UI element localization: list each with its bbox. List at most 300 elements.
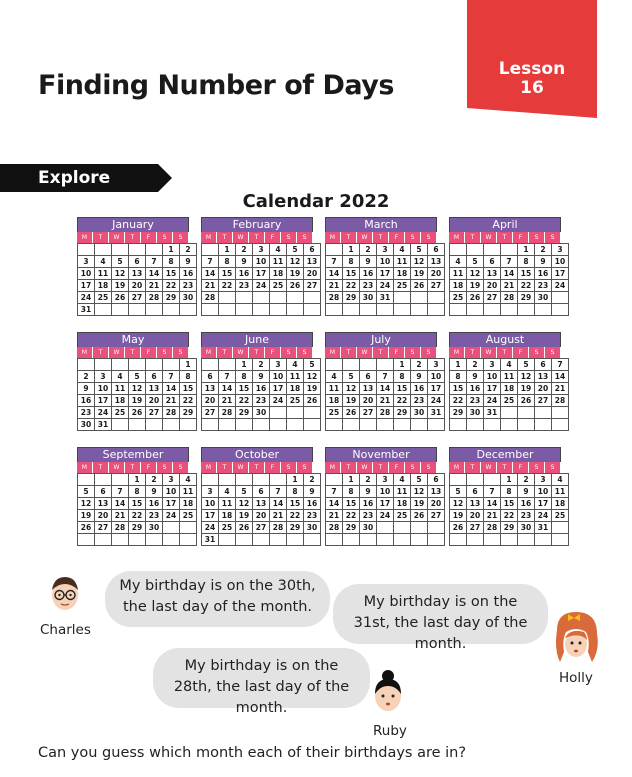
day-cell: 8	[394, 371, 411, 383]
weekday-label: S	[281, 347, 297, 358]
day-cell: 14	[377, 383, 394, 395]
day-cell: 25	[394, 280, 411, 292]
weekday-label: M	[449, 347, 465, 358]
day-cell: 15	[394, 383, 411, 395]
day-cell: 18	[450, 280, 467, 292]
day-cell: 22	[163, 280, 180, 292]
weekday-label: W	[481, 232, 497, 243]
day-table	[449, 243, 569, 316]
day-cell: 23	[180, 280, 197, 292]
day-cell: 24	[253, 280, 270, 292]
month-december	[449, 447, 566, 546]
weekday-label: S	[297, 462, 313, 473]
day-cell	[501, 244, 518, 256]
day-cell	[484, 304, 501, 316]
day-table	[201, 473, 321, 546]
day-cell: 27	[467, 522, 484, 534]
month-september	[77, 447, 194, 546]
day-cell: 25	[112, 407, 129, 419]
day-cell: 9	[146, 486, 163, 498]
weekday-label: F	[265, 462, 281, 473]
day-cell: 3	[428, 359, 445, 371]
day-cell: 9	[360, 486, 377, 498]
day-cell: 28	[377, 407, 394, 419]
day-cell: 8	[518, 256, 535, 268]
day-cell: 22	[450, 395, 467, 407]
day-cell: 23	[304, 510, 321, 522]
weekday-label: T	[341, 462, 357, 473]
day-cell: 3	[377, 244, 394, 256]
day-cell	[146, 359, 163, 371]
day-cell: 4	[394, 244, 411, 256]
day-cell: 25	[326, 407, 343, 419]
day-cell: 26	[518, 395, 535, 407]
weekday-label: S	[421, 347, 437, 358]
day-cell	[394, 522, 411, 534]
day-cell: 29	[163, 292, 180, 304]
day-cell	[129, 534, 146, 546]
day-cell	[202, 304, 219, 316]
lesson-number: 16	[520, 78, 544, 98]
day-cell: 27	[146, 407, 163, 419]
day-cell: 9	[467, 371, 484, 383]
weekday-label: W	[357, 347, 373, 358]
day-cell: 11	[394, 486, 411, 498]
day-cell	[428, 292, 445, 304]
day-cell: 28	[146, 292, 163, 304]
day-cell: 24	[202, 522, 219, 534]
day-cell	[552, 522, 569, 534]
day-cell: 23	[236, 280, 253, 292]
weekday-label: S	[529, 232, 545, 243]
day-cell	[304, 304, 321, 316]
day-cell	[253, 419, 270, 431]
weekday-label: S	[157, 347, 173, 358]
day-cell: 5	[304, 359, 321, 371]
day-cell: 23	[467, 395, 484, 407]
day-cell: 8	[163, 256, 180, 268]
day-cell: 22	[343, 280, 360, 292]
day-cell	[304, 534, 321, 546]
weekday-label: S	[529, 462, 545, 473]
day-cell: 16	[146, 498, 163, 510]
day-cell: 31	[202, 534, 219, 546]
day-cell: 15	[236, 383, 253, 395]
day-cell: 24	[95, 407, 112, 419]
day-cell	[450, 474, 467, 486]
day-cell: 3	[270, 359, 287, 371]
day-cell: 17	[78, 280, 95, 292]
day-cell: 19	[304, 383, 321, 395]
day-cell: 5	[343, 371, 360, 383]
day-cell: 11	[270, 256, 287, 268]
day-cell: 30	[360, 522, 377, 534]
day-cell	[343, 359, 360, 371]
day-cell: 21	[202, 280, 219, 292]
day-table	[77, 243, 197, 316]
day-cell: 7	[219, 371, 236, 383]
day-cell: 12	[304, 371, 321, 383]
day-cell: 11	[326, 383, 343, 395]
day-cell	[484, 534, 501, 546]
day-cell	[219, 534, 236, 546]
day-cell: 4	[326, 371, 343, 383]
day-cell: 25	[270, 280, 287, 292]
weekday-label: T	[217, 347, 233, 358]
day-cell: 4	[219, 486, 236, 498]
day-cell	[360, 359, 377, 371]
day-cell	[411, 292, 428, 304]
weekday-label: M	[201, 232, 217, 243]
day-cell: 26	[411, 280, 428, 292]
day-cell	[270, 419, 287, 431]
day-cell: 21	[484, 510, 501, 522]
day-cell	[535, 419, 552, 431]
day-cell: 6	[146, 371, 163, 383]
day-cell: 28	[484, 522, 501, 534]
day-cell: 13	[467, 498, 484, 510]
day-cell: 10	[535, 486, 552, 498]
day-cell: 17	[484, 383, 501, 395]
day-cell: 12	[112, 268, 129, 280]
day-cell: 15	[180, 383, 197, 395]
day-cell	[270, 534, 287, 546]
day-cell: 19	[411, 498, 428, 510]
day-cell	[219, 474, 236, 486]
weekday-label: M	[325, 462, 341, 473]
day-cell: 8	[501, 486, 518, 498]
day-cell: 18	[112, 395, 129, 407]
day-cell: 6	[202, 371, 219, 383]
day-cell: 1	[287, 474, 304, 486]
day-cell: 18	[270, 268, 287, 280]
weekday-label: F	[513, 347, 529, 358]
day-cell: 13	[129, 268, 146, 280]
day-cell	[467, 419, 484, 431]
day-cell	[180, 304, 197, 316]
day-cell: 15	[219, 268, 236, 280]
day-cell: 15	[518, 268, 535, 280]
day-cell: 21	[501, 280, 518, 292]
day-cell: 3	[163, 474, 180, 486]
weekday-label: M	[449, 462, 465, 473]
day-cell: 16	[253, 383, 270, 395]
day-cell: 1	[129, 474, 146, 486]
day-cell: 9	[180, 256, 197, 268]
weekday-label: S	[405, 462, 421, 473]
day-table	[201, 243, 321, 316]
weekday-label: T	[497, 232, 513, 243]
day-cell	[467, 474, 484, 486]
day-cell: 6	[428, 474, 445, 486]
day-cell: 9	[78, 383, 95, 395]
day-cell: 8	[343, 486, 360, 498]
day-cell: 16	[236, 268, 253, 280]
day-cell	[394, 534, 411, 546]
day-cell: 10	[377, 486, 394, 498]
weekday-label: T	[249, 232, 265, 243]
day-cell: 19	[343, 395, 360, 407]
weekday-label: W	[233, 232, 249, 243]
day-cell: 23	[146, 510, 163, 522]
weekday-row	[325, 232, 437, 243]
day-cell: 19	[129, 395, 146, 407]
day-cell: 9	[360, 256, 377, 268]
weekday-label: T	[465, 232, 481, 243]
day-cell: 15	[343, 498, 360, 510]
day-cell: 4	[450, 256, 467, 268]
day-cell	[518, 419, 535, 431]
weekday-label: S	[405, 232, 421, 243]
day-cell: 28	[552, 395, 569, 407]
weekday-row	[201, 232, 313, 243]
day-cell	[360, 304, 377, 316]
day-cell	[146, 534, 163, 546]
day-cell: 24	[552, 280, 569, 292]
day-cell: 22	[518, 280, 535, 292]
day-cell: 16	[518, 498, 535, 510]
day-cell	[411, 304, 428, 316]
day-cell	[377, 359, 394, 371]
day-cell: 2	[180, 244, 197, 256]
day-cell: 2	[304, 474, 321, 486]
day-cell: 20	[304, 268, 321, 280]
weekday-label: F	[265, 347, 281, 358]
day-cell: 27	[253, 522, 270, 534]
day-cell: 7	[501, 256, 518, 268]
day-cell: 30	[411, 407, 428, 419]
day-cell: 21	[270, 510, 287, 522]
day-cell: 16	[360, 268, 377, 280]
day-cell: 18	[219, 510, 236, 522]
day-cell: 13	[535, 371, 552, 383]
day-table	[449, 358, 569, 431]
day-cell: 28	[219, 407, 236, 419]
day-cell: 12	[287, 256, 304, 268]
day-cell: 13	[253, 498, 270, 510]
day-cell	[202, 474, 219, 486]
day-cell: 14	[202, 268, 219, 280]
day-cell: 24	[428, 395, 445, 407]
day-cell: 15	[129, 498, 146, 510]
day-table	[325, 358, 445, 431]
month-name: August	[449, 332, 561, 347]
day-cell: 9	[518, 486, 535, 498]
weekday-label: T	[217, 232, 233, 243]
day-cell: 10	[253, 256, 270, 268]
day-cell: 19	[287, 268, 304, 280]
day-cell	[202, 419, 219, 431]
weekday-row	[77, 462, 189, 473]
day-cell: 23	[535, 280, 552, 292]
weekday-row	[77, 232, 189, 243]
day-cell: 8	[287, 486, 304, 498]
day-cell: 12	[78, 498, 95, 510]
day-cell: 23	[411, 395, 428, 407]
day-cell: 22	[501, 510, 518, 522]
weekday-row	[325, 462, 437, 473]
day-cell: 21	[326, 280, 343, 292]
day-cell	[326, 244, 343, 256]
day-cell: 4	[95, 256, 112, 268]
day-cell: 24	[377, 510, 394, 522]
day-cell: 5	[450, 486, 467, 498]
day-cell	[112, 474, 129, 486]
day-cell	[236, 304, 253, 316]
weekday-label: S	[157, 462, 173, 473]
day-cell	[484, 474, 501, 486]
weekday-label: T	[249, 347, 265, 358]
day-cell: 27	[95, 522, 112, 534]
day-cell: 20	[535, 383, 552, 395]
day-cell	[287, 534, 304, 546]
day-cell	[535, 407, 552, 419]
day-cell	[484, 419, 501, 431]
day-cell	[270, 474, 287, 486]
day-cell: 10	[484, 371, 501, 383]
weekday-label: F	[141, 232, 157, 243]
month-august	[449, 332, 566, 431]
day-cell: 1	[343, 474, 360, 486]
day-cell: 24	[535, 510, 552, 522]
day-cell: 16	[467, 383, 484, 395]
weekday-label: M	[201, 347, 217, 358]
charles-avatar	[48, 574, 82, 618]
day-cell: 20	[484, 280, 501, 292]
day-cell: 20	[202, 395, 219, 407]
day-cell: 14	[552, 371, 569, 383]
day-table	[201, 358, 321, 431]
weekday-label: T	[93, 232, 109, 243]
day-cell: 3	[95, 371, 112, 383]
weekday-row	[449, 232, 561, 243]
day-cell: 4	[270, 244, 287, 256]
day-cell	[202, 244, 219, 256]
holly-name: Holly	[559, 670, 593, 686]
day-cell	[411, 534, 428, 546]
weekday-label: T	[341, 347, 357, 358]
day-cell: 12	[129, 383, 146, 395]
day-cell	[343, 534, 360, 546]
day-table	[449, 473, 569, 546]
day-cell: 13	[360, 383, 377, 395]
day-cell: 22	[287, 510, 304, 522]
day-cell: 27	[428, 280, 445, 292]
day-cell: 6	[535, 359, 552, 371]
weekday-label: F	[389, 347, 405, 358]
day-table	[325, 473, 445, 546]
day-cell: 31	[377, 292, 394, 304]
day-cell: 14	[326, 498, 343, 510]
day-cell: 1	[236, 359, 253, 371]
day-cell	[501, 534, 518, 546]
day-cell: 18	[180, 498, 197, 510]
weekday-label: W	[233, 462, 249, 473]
day-cell	[428, 304, 445, 316]
weekday-label: S	[173, 232, 189, 243]
day-cell	[518, 407, 535, 419]
day-cell: 17	[377, 268, 394, 280]
day-cell: 2	[236, 244, 253, 256]
day-cell	[467, 244, 484, 256]
day-cell: 30	[78, 419, 95, 431]
day-cell: 22	[129, 510, 146, 522]
day-cell: 2	[360, 244, 377, 256]
weekday-label: F	[389, 462, 405, 473]
day-cell	[270, 304, 287, 316]
day-cell: 29	[287, 522, 304, 534]
weekday-label: F	[265, 232, 281, 243]
day-cell: 10	[552, 256, 569, 268]
weekday-label: T	[373, 462, 389, 473]
day-cell: 25	[180, 510, 197, 522]
weekday-label: T	[249, 462, 265, 473]
day-cell: 18	[501, 383, 518, 395]
day-cell	[163, 419, 180, 431]
day-cell	[163, 522, 180, 534]
day-cell	[270, 292, 287, 304]
day-cell: 19	[411, 268, 428, 280]
day-cell	[287, 292, 304, 304]
day-cell: 3	[484, 359, 501, 371]
month-name: December	[449, 447, 561, 462]
day-table	[77, 473, 197, 546]
day-cell: 7	[202, 256, 219, 268]
month-march	[325, 217, 442, 316]
day-cell: 26	[411, 510, 428, 522]
day-cell: 18	[287, 383, 304, 395]
day-cell: 22	[343, 510, 360, 522]
weekday-label: S	[421, 462, 437, 473]
day-cell: 11	[112, 383, 129, 395]
month-april	[449, 217, 566, 316]
weekday-label: S	[173, 347, 189, 358]
day-cell	[287, 419, 304, 431]
day-cell	[253, 292, 270, 304]
weekday-label: T	[373, 347, 389, 358]
day-cell: 12	[518, 371, 535, 383]
day-cell: 17	[428, 383, 445, 395]
day-cell: 2	[535, 244, 552, 256]
day-cell: 11	[219, 498, 236, 510]
day-cell: 17	[202, 510, 219, 522]
day-cell: 10	[95, 383, 112, 395]
day-cell: 13	[146, 383, 163, 395]
day-cell	[163, 304, 180, 316]
day-cell: 27	[129, 292, 146, 304]
weekday-label: S	[281, 462, 297, 473]
day-cell: 26	[129, 407, 146, 419]
day-cell	[219, 419, 236, 431]
day-cell: 26	[467, 292, 484, 304]
day-cell	[377, 304, 394, 316]
month-name: June	[201, 332, 313, 347]
day-cell: 17	[253, 268, 270, 280]
weekday-label: T	[465, 462, 481, 473]
day-cell: 15	[450, 383, 467, 395]
day-cell: 15	[343, 268, 360, 280]
day-cell: 8	[129, 486, 146, 498]
day-cell	[202, 359, 219, 371]
day-cell	[304, 407, 321, 419]
weekday-row	[77, 347, 189, 358]
day-cell: 25	[552, 510, 569, 522]
day-cell: 20	[467, 510, 484, 522]
day-table	[325, 243, 445, 316]
day-cell	[146, 419, 163, 431]
day-cell: 24	[484, 395, 501, 407]
day-cell: 31	[428, 407, 445, 419]
